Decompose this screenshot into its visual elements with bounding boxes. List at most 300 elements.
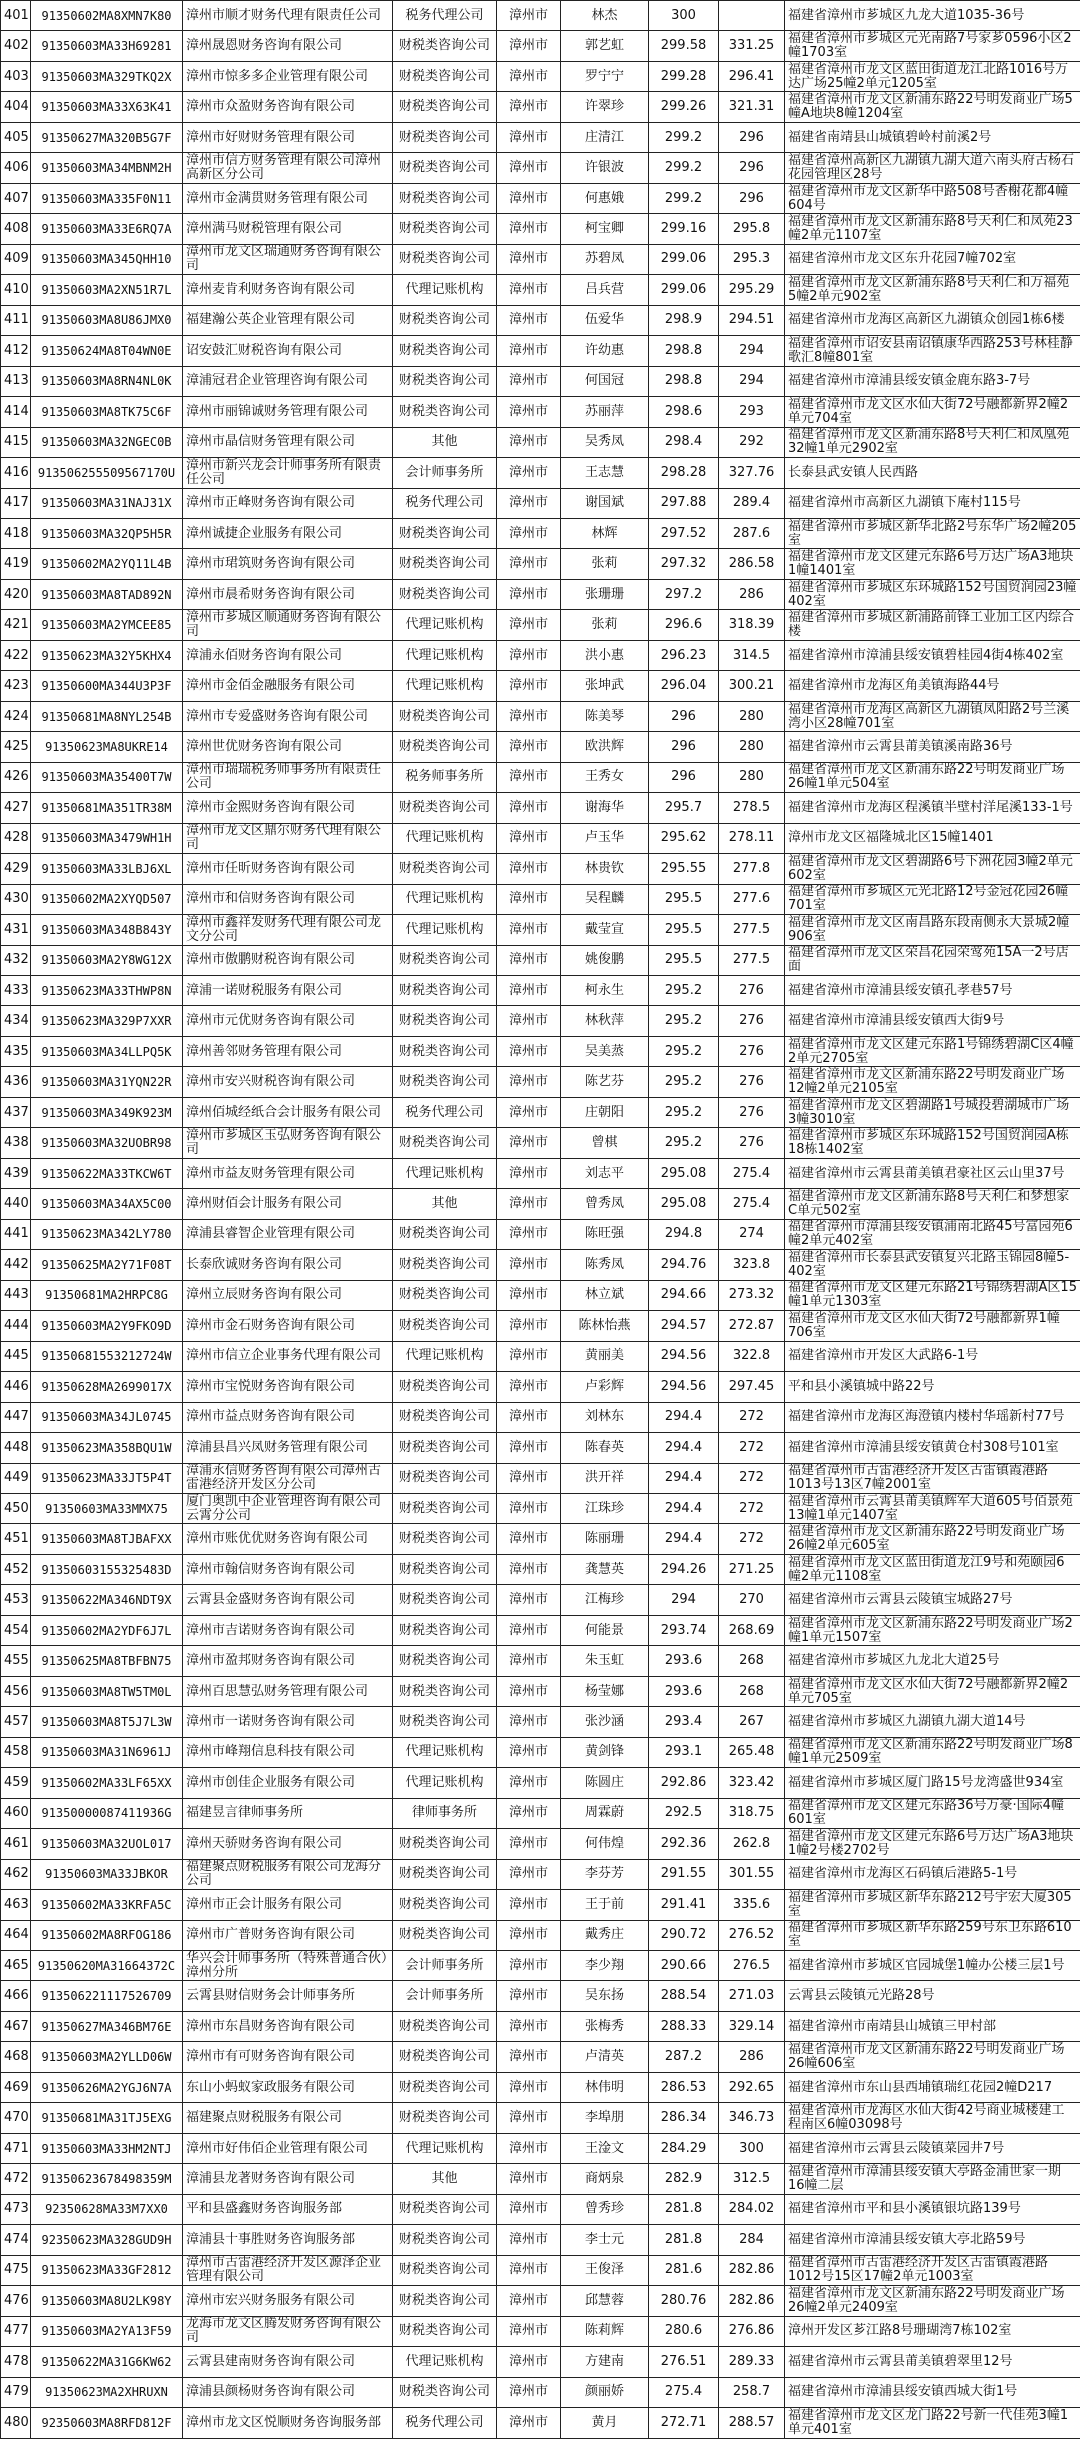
company-name: 漳州晟恩财务咨询有限公司 [183,31,393,61]
legal-person: 陈圆庄 [561,1768,649,1798]
city: 漳州市 [497,2133,561,2163]
org-type: 财税类咨询公司 [393,2194,497,2224]
row-number: 446 [1,1372,31,1402]
city: 漳州市 [497,2164,561,2194]
company-name: 漳州世优财务咨询有限公司 [183,732,393,762]
row-number: 461 [1,1829,31,1859]
address: 福建省漳州市龙文区水仙大街72号融都新界2幢2单元704室 [785,397,1080,427]
org-type: 其他 [393,2164,497,2194]
company-name: 漳州市益友财务管理有限公司 [183,1158,393,1188]
city: 漳州市 [497,2408,561,2438]
address: 福建省漳州市龙文区碧湖路1号城投碧湖城市广场3幢3010室 [785,1097,1080,1127]
company-name: 漳浦县睿智企业管理有限公司 [183,1219,393,1249]
score-2: 277.5 [719,945,785,975]
score-1: 294.8 [649,1219,719,1249]
company-name: 漳州财佰会计服务有限公司 [183,1189,393,1219]
credit-code: 91350603MA348B843Y [31,915,183,945]
table-row [1,640,1080,670]
score-1: 299.2 [649,183,719,213]
address: 福建省漳州市龙文区新华中路508号香榭花都4幢604号 [785,183,1080,213]
company-name: 漳州麦肯利财务咨询有限公司 [183,275,393,305]
table-row [1,762,1080,792]
score-2: 323.42 [719,1768,785,1798]
address: 福建省漳州市龙海区角美镇海路44号 [785,671,1080,701]
score-2: 323.8 [719,1250,785,1280]
city: 漳州市 [497,1341,561,1371]
company-name: 漳州市正会计服务有限公司 [183,1890,393,1920]
credit-code: 92350623MA328GUD9H [31,2225,183,2255]
credit-code: 91350603MA32NGEC0B [31,427,183,457]
company-name: 漳州市账优优财务咨询有限公司 [183,1524,393,1554]
company-name: 漳州市信方财务管理有限公司漳州高新区分公司 [183,153,393,183]
city: 漳州市 [497,1829,561,1859]
score-2: 314.5 [719,640,785,670]
credit-code: 91350602MA2YQ11L4B [31,549,183,579]
org-type: 财税类咨询公司 [393,1646,497,1676]
org-type: 会计师事务所 [393,1981,497,2011]
org-type: 代理记账机构 [393,2133,497,2163]
city: 漳州市 [497,397,561,427]
credit-code: 91350681MA8NYL254B [31,701,183,731]
table-row [1,1067,1080,1097]
credit-code: 91350627MA346BM76E [31,2011,183,2041]
org-type: 财税类咨询公司 [393,549,497,579]
company-name: 福建聚点财税服务有限公司 [183,2103,393,2133]
score-1: 293.74 [649,1615,719,1645]
city: 漳州市 [497,2286,561,2316]
score-1: 294 [649,1585,719,1615]
row-number: 452 [1,1554,31,1584]
score-2: 286 [719,2042,785,2072]
table-row [1,1128,1080,1158]
address: 福建省漳州市漳浦县绥安镇黄仓村308号101室 [785,1433,1080,1463]
address: 福建省漳州市芗城区九湖镇九湖大道14号 [785,1707,1080,1737]
org-type: 其他 [393,427,497,457]
score-2: 276 [719,1128,785,1158]
row-number: 404 [1,92,31,122]
city: 漳州市 [497,183,561,213]
city: 漳州市 [497,1981,561,2011]
score-2: 329.14 [719,2011,785,2041]
credit-code: 91350603MA32QP5H5R [31,518,183,548]
city: 漳州市 [497,2377,561,2407]
table-row [1,2255,1080,2285]
row-number: 456 [1,1676,31,1706]
score-2: 275.4 [719,1189,785,1219]
org-type: 财税类咨询公司 [393,976,497,1006]
address: 福建省漳州市芗城区新华东路259号东卫东路610室 [785,1920,1080,1950]
table-row [1,518,1080,548]
table-row [1,671,1080,701]
credit-code: 91350603155325483D [31,1554,183,1584]
row-number: 480 [1,2408,31,2438]
org-type: 代理记账机构 [393,671,497,701]
org-type: 财税类咨询公司 [393,1006,497,1036]
score-2: 295.29 [719,275,785,305]
org-type: 财税类咨询公司 [393,2225,497,2255]
org-type: 财税类咨询公司 [393,579,497,609]
legal-person: 王于前 [561,1890,649,1920]
org-type: 财税类咨询公司 [393,1920,497,1950]
score-1: 298.8 [649,336,719,366]
company-name: 漳州市鑫祥发财务代理有限公司龙文分公司 [183,915,393,945]
city: 漳州市 [497,945,561,975]
score-2: 276 [719,1036,785,1066]
score-1: 295.7 [649,793,719,823]
table-row [1,366,1080,396]
table-row [1,1890,1080,1920]
score-2: 287.6 [719,518,785,548]
address: 福建省漳州市古雷港经济开发区古雷镇霞港路1012号15区17幢2单元1003室 [785,2255,1080,2285]
address: 福建省漳州市龙文区新浦东路8号天利仁和梦想家C单元502室 [785,1189,1080,1219]
address: 福建省漳州市芗城区东环城路152号国贸润园A栋18栋1402室 [785,1128,1080,1158]
address: 福建省漳州市龙文区新浦东路22号明发商业广场12幢2单元2105室 [785,1067,1080,1097]
table-row [1,1189,1080,1219]
score-2: 272 [719,1433,785,1463]
score-1: 295.08 [649,1189,719,1219]
credit-code: 91350603MA31YQN22R [31,1067,183,1097]
org-type: 财税类咨询公司 [393,1554,497,1584]
city: 漳州市 [497,2225,561,2255]
table-row [1,92,1080,122]
table-row [1,61,1080,91]
org-type: 财税类咨询公司 [393,2103,497,2133]
score-2: 327.76 [719,458,785,488]
table-row [1,1615,1080,1645]
row-number: 455 [1,1646,31,1676]
company-name: 漳州市好伟佰企业管理有限公司 [183,2133,393,2163]
company-name: 漳州市古雷港经济开发区源泽企业管理有限公司 [183,2255,393,2285]
city: 漳州市 [497,61,561,91]
legal-person: 张莉 [561,610,649,640]
city: 漳州市 [497,518,561,548]
legal-person: 林伟明 [561,2072,649,2102]
score-2: 300.21 [719,671,785,701]
table-row [1,1951,1080,1981]
score-1: 282.9 [649,2164,719,2194]
score-2: 272 [719,1463,785,1493]
legal-person: 许翠珍 [561,92,649,122]
table-row [1,1158,1080,1188]
score-1: 296 [649,732,719,762]
credit-code: 91350603MA8RN4NL0K [31,366,183,396]
score-2: 296 [719,183,785,213]
company-name: 漳州市翰信财务咨询有限公司 [183,1554,393,1584]
address: 福建省漳州市龙文区新浦东路8号天利仁和凤凰苑32幢1单元2902室 [785,427,1080,457]
legal-person: 颜丽娇 [561,2377,649,2407]
legal-person: 陈林怡燕 [561,1311,649,1341]
company-name: 漳州市信立企业事务代理有限公司 [183,1341,393,1371]
row-number: 443 [1,1280,31,1310]
score-1: 297.88 [649,488,719,518]
legal-person: 朱玉虹 [561,1646,649,1676]
credit-code: 91350603MA2Y8WG12X [31,945,183,975]
org-type: 代理记账机构 [393,2347,497,2377]
address: 福建省漳州市漳浦县绥安镇金鹿东路3-7号 [785,366,1080,396]
credit-code: 91350602MA33LF65XX [31,1768,183,1798]
score-2: 284.02 [719,2194,785,2224]
score-1: 295.2 [649,1006,719,1036]
org-type: 财税类咨询公司 [393,1890,497,1920]
address: 福建省漳州市长泰县武安镇复兴北路玉锦园8幢5-402室 [785,1250,1080,1280]
score-2: 294 [719,366,785,396]
org-type: 财税类咨询公司 [393,701,497,731]
score-2: 286.58 [719,549,785,579]
score-2: 262.8 [719,1829,785,1859]
table-row [1,2072,1080,2102]
table-row [1,823,1080,853]
score-1: 284.29 [649,2133,719,2163]
company-name: 长泰欣诚财务咨询有限公司 [183,1250,393,1280]
table-row [1,1554,1080,1584]
legal-person: 林贵钦 [561,854,649,884]
legal-person: 刘林东 [561,1402,649,1432]
org-type: 财税类咨询公司 [393,1524,497,1554]
row-number: 440 [1,1189,31,1219]
score-1: 297.2 [649,579,719,609]
company-name: 漳州市好财财务管理有限公司 [183,122,393,152]
score-1: 280.76 [649,2286,719,2316]
credit-code: 91350623MA329P7XXR [31,1006,183,1036]
credit-code: 91350623MA33THWP8N [31,976,183,1006]
city: 漳州市 [497,1097,561,1127]
legal-person: 吴美蒸 [561,1036,649,1066]
score-1: 281.8 [649,2194,719,2224]
legal-person: 许幼惠 [561,336,649,366]
score-1: 297.32 [649,549,719,579]
score-1: 299.2 [649,153,719,183]
table-row [1,214,1080,244]
address: 福建省漳州市芗城区厦门路15号龙湾盛世934室 [785,1768,1080,1798]
org-type: 财税类咨询公司 [393,1585,497,1615]
credit-code: 91350602MA8XMN7K80 [31,1,183,31]
row-number: 476 [1,2286,31,2316]
row-number: 468 [1,2042,31,2072]
score-2: 294.51 [719,305,785,335]
credit-code: 91350603MA33MMX75 [31,1493,183,1523]
score-1: 298.28 [649,458,719,488]
credit-code: 91350622MA31G6KW62 [31,2347,183,2377]
city: 漳州市 [497,458,561,488]
city: 漳州市 [497,244,561,274]
company-name: 漳州市晶信财务管理有限公司 [183,427,393,457]
row-number: 448 [1,1433,31,1463]
legal-person: 曾秀珍 [561,2194,649,2224]
table-row [1,31,1080,61]
org-type: 财税类咨询公司 [393,61,497,91]
score-2: 280 [719,701,785,731]
legal-person: 洪小惠 [561,640,649,670]
row-number: 420 [1,579,31,609]
legal-person: 林辉 [561,518,649,548]
credit-code: 91350623MA8UKRE14 [31,732,183,762]
score-1: 294.4 [649,1493,719,1523]
credit-code: 91350603MA8U86JMX0 [31,305,183,335]
company-name: 诏安鼓汇财税咨询有限公司 [183,336,393,366]
credit-code: 91350603MA2Y9FKO9D [31,1311,183,1341]
legal-person: 曾棋 [561,1128,649,1158]
city: 漳州市 [497,1890,561,1920]
table-row [1,2011,1080,2041]
row-number: 431 [1,915,31,945]
org-type: 财税类咨询公司 [393,1311,497,1341]
credit-code: 91350603MA349K923M [31,1097,183,1127]
credit-code: 91350603MA33H69281 [31,31,183,61]
city: 漳州市 [497,153,561,183]
table-row [1,1006,1080,1036]
company-name: 厦门奥凯中企业管理咨询有限公司云霄分公司 [183,1493,393,1523]
company-name: 云霄县财信财务会计师事务所 [183,1981,393,2011]
score-1: 291.55 [649,1859,719,1889]
table-row [1,732,1080,762]
address: 福建省漳州市芗城区九龙北大道25号 [785,1646,1080,1676]
city: 漳州市 [497,1006,561,1036]
company-name: 漳州市新兴龙会计师事务所有限责任公司 [183,458,393,488]
city: 漳州市 [497,1250,561,1280]
city: 漳州市 [497,2255,561,2285]
row-number: 408 [1,214,31,244]
score-1: 295.08 [649,1158,719,1188]
table-row [1,336,1080,366]
company-name: 漳州市宏兴财务服务有限公司 [183,2286,393,2316]
credit-code: 91350602MA33KRFA5C [31,1890,183,1920]
row-number: 453 [1,1585,31,1615]
org-type: 财税类咨询公司 [393,214,497,244]
credit-code: 91350623MA358BQU1W [31,1433,183,1463]
row-number: 419 [1,549,31,579]
table-row [1,183,1080,213]
org-type: 财税类咨询公司 [393,2377,497,2407]
row-number: 429 [1,854,31,884]
city: 漳州市 [497,1311,561,1341]
table-row [1,2347,1080,2377]
company-name: 平和县盛鑫财务咨询服务部 [183,2194,393,2224]
score-2: 278.5 [719,793,785,823]
credit-code: 91350603MA335F0N11 [31,183,183,213]
address: 福建省漳州市龙文区建元东路1号锦绣碧湖C区4幢2单元2705室 [785,1036,1080,1066]
score-2: 268 [719,1646,785,1676]
address: 福建省漳州市云霄县莆美镇辉军大道605号佰景苑13幢1单元1407室 [785,1493,1080,1523]
org-type: 财税类咨询公司 [393,1463,497,1493]
legal-person: 何能景 [561,1615,649,1645]
row-number: 467 [1,2011,31,2041]
row-number: 457 [1,1707,31,1737]
credit-code: 91350603MA8TAD892N [31,579,183,609]
address: 福建省漳州市龙文区新浦东路22号明发商业广场5幢A地块8幢1204室 [785,92,1080,122]
row-number: 449 [1,1463,31,1493]
company-name: 福建昱言律师事务所 [183,1798,393,1828]
row-number: 432 [1,945,31,975]
row-number: 422 [1,640,31,670]
address: 平和县小溪镇城中路22号 [785,1372,1080,1402]
credit-code: 91350626MA2YGJ6N7A [31,2072,183,2102]
score-1: 296 [649,762,719,792]
score-2: 346.73 [719,2103,785,2133]
table-row [1,488,1080,518]
table-row [1,2286,1080,2316]
legal-person: 林秋萍 [561,1006,649,1036]
address: 福建省漳州市芗城区新华东路212号宇宏大厦305室 [785,1890,1080,1920]
address: 福建省漳州市龙文区南昌路东段南侧永大景城2幢906室 [785,915,1080,945]
credit-code: 92350603MA8RFD812F [31,2408,183,2438]
score-1: 286.53 [649,2072,719,2102]
city: 漳州市 [497,1585,561,1615]
credit-code: 91350602MA8RFOG186 [31,1920,183,1950]
score-1: 299.16 [649,214,719,244]
legal-person: 张珊珊 [561,579,649,609]
table-row [1,2377,1080,2407]
company-name: 漳州市益点财务咨询有限公司 [183,1402,393,1432]
org-type: 财税类咨询公司 [393,518,497,548]
table-row [1,701,1080,731]
score-1: 295.55 [649,854,719,884]
table-row [1,1768,1080,1798]
address: 福建省漳州市龙文区龙门路22号新一代佳苑3幢1单元401室 [785,2408,1080,2438]
score-1: 295.62 [649,823,719,853]
score-1: 295.5 [649,915,719,945]
score-1: 276.51 [649,2347,719,2377]
score-2: 289.33 [719,2347,785,2377]
score-2: 296 [719,122,785,152]
address: 福建省漳州市龙文区新浦东路22号明发商业广场26幢2单元605室 [785,1524,1080,1554]
score-1: 298.8 [649,366,719,396]
city: 漳州市 [497,1036,561,1066]
legal-person: 苏碧凤 [561,244,649,274]
credit-code: 91350603MA34LLPQ5K [31,1036,183,1066]
score-1: 293.6 [649,1646,719,1676]
legal-person: 陈莉辉 [561,2316,649,2346]
table-row [1,427,1080,457]
city: 漳州市 [497,610,561,640]
address: 福建省漳州市龙文区建元东路21号锦绣碧湖A区15幢1单元1303室 [785,1280,1080,1310]
legal-person: 陈美琴 [561,701,649,731]
org-type: 财税类咨询公司 [393,31,497,61]
legal-person: 谢海华 [561,793,649,823]
address: 福建省漳州市芗城区新华北路2号东华广场2幢205室 [785,518,1080,548]
score-2: 272 [719,1493,785,1523]
company-name: 漳州百思慧弘财务管理有限公司 [183,1676,393,1706]
city: 漳州市 [497,1372,561,1402]
row-number: 475 [1,2255,31,2285]
legal-person: 吕兵营 [561,275,649,305]
row-number: 438 [1,1128,31,1158]
table-row [1,2225,1080,2255]
address: 福建省南靖县山城镇碧岭村前溪2号 [785,122,1080,152]
legal-person: 刘志平 [561,1158,649,1188]
company-name: 漳浦冠君企业管理咨询有限公司 [183,366,393,396]
org-type: 财税类咨询公司 [393,2286,497,2316]
table-row [1,244,1080,274]
city: 漳州市 [497,671,561,701]
row-number: 463 [1,1890,31,1920]
city: 漳州市 [497,1920,561,1950]
company-name: 漳州市众盈财务咨询有限公司 [183,92,393,122]
row-number: 470 [1,2103,31,2133]
address: 福建省漳州市芗城区九龙大道1035-36号 [785,1,1080,31]
org-type: 代理记账机构 [393,1158,497,1188]
score-2: 258.7 [719,2377,785,2407]
row-number: 478 [1,2347,31,2377]
legal-person: 柯永生 [561,976,649,1006]
score-1: 281.8 [649,2225,719,2255]
credit-code: 91350603MA329TKQ2X [31,61,183,91]
table-row [1,1372,1080,1402]
city: 漳州市 [497,1615,561,1645]
score-2: 318.75 [719,1798,785,1828]
score-1: 290.72 [649,1920,719,1950]
row-number: 445 [1,1341,31,1371]
address: 福建省漳州市龙文区新浦东路22号明发商业广场8幢1单元2509室 [785,1737,1080,1767]
